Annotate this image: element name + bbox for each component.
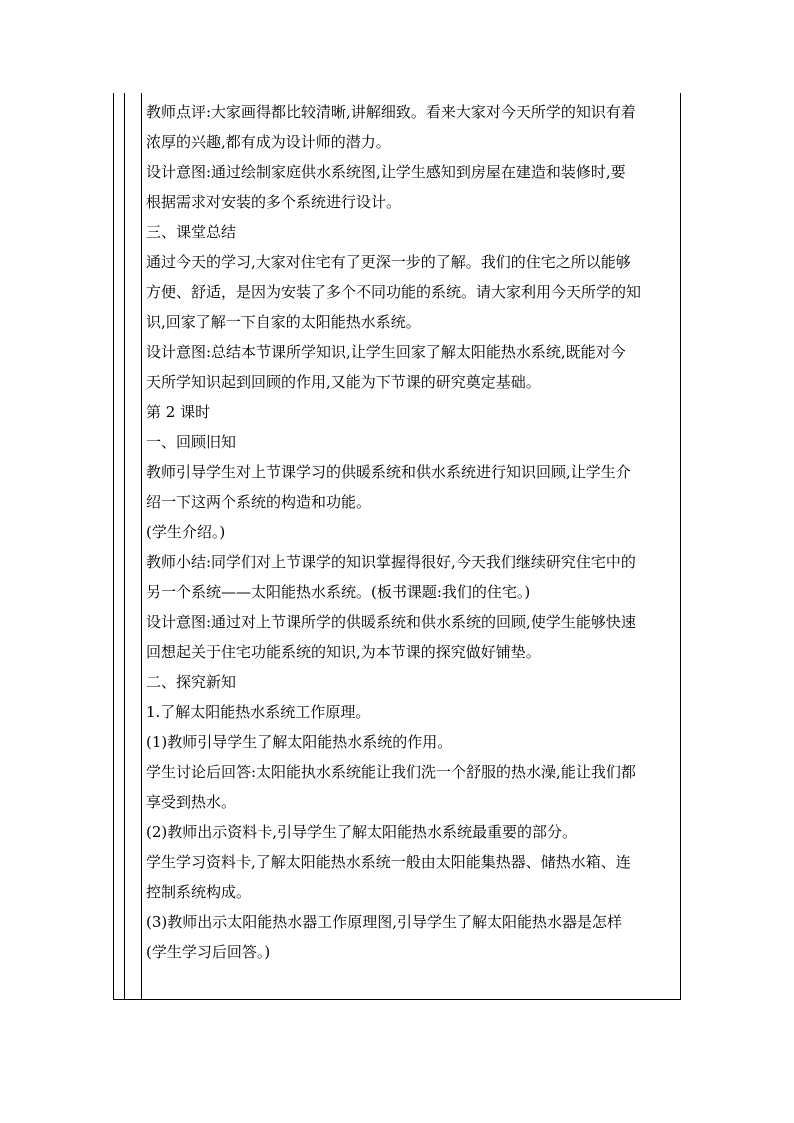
paragraph [146, 817, 678, 847]
text-line: 通过今天的学习,大家对住宅有了更深一步的了解。我们的住宅之所以能够 [146, 253, 631, 271]
text-line: (1)教师引导学生了解太阳能热水系统的作用。 [146, 733, 453, 751]
text-line: 天所学知识起到回顾的作用,又能为下节课的研究奠定基础。 [146, 373, 541, 391]
text-line: 一、回顾旧知 [146, 433, 237, 451]
paragraph [146, 607, 678, 667]
paragraph [146, 97, 678, 157]
table-column-divider-1 [124, 93, 125, 999]
text-line: 教师小结:同学们对上节课学的知识掌握得很好,今天我们继续研究住宅中的 [146, 553, 636, 571]
text-line: 回想起关于住宅功能系统的知识,为本节课的探究做好铺垫。 [146, 643, 541, 661]
paragraph [146, 727, 678, 757]
paragraph [146, 757, 678, 817]
table-column-divider-2 [141, 93, 142, 999]
paragraph [146, 847, 678, 907]
paragraph [146, 517, 678, 547]
text-line: 三、课堂总结 [146, 223, 237, 241]
text-line: (学生学习后回答。) [146, 943, 271, 961]
paragraph [146, 667, 678, 697]
text-line: 享受到热水。 [146, 793, 237, 811]
text-line: 控制系统构成。 [146, 883, 252, 901]
paragraph [146, 907, 678, 967]
paragraph [146, 157, 678, 217]
lesson-content-cell [146, 97, 678, 967]
text-line: 1.了解太阳能热水系统工作原理。 [146, 703, 371, 721]
text-line: 学生学习资料卡,了解太阳能热水系统一般由太阳能集热器、储热水箱、连 [146, 853, 631, 871]
paragraph [146, 427, 678, 457]
text-line: (3)教师出示太阳能热水器工作原理图,引导学生了解太阳能热水器是怎样 [146, 913, 623, 931]
paragraph [146, 697, 678, 727]
paragraph [146, 247, 678, 337]
text-line: 方便、舒适，是因为安装了多个不同功能的系统。请大家利用今天所学的知 [146, 283, 642, 301]
text-line: 教师点评:大家画得都比较清晰,讲解细致。看来大家对今天所学的知识有着 [146, 103, 636, 121]
text-line: 二、探究新知 [146, 673, 237, 691]
text-line: 学生讨论后回答:太阳能执水系统能让我们洗一个舒服的热水澡,能让我们都 [146, 763, 636, 781]
text-line: 教师引导学生对上节课学习的供暖系统和供水系统进行知识回顾,让学生介 [146, 463, 631, 481]
paragraph [146, 397, 678, 427]
text-line: 识,回家了解一下自家的太阳能热水系统。 [146, 313, 421, 331]
text-line: 浓厚的兴趣,都有成为设计师的潜力。 [146, 133, 391, 151]
lesson-table [113, 93, 681, 1000]
paragraph [146, 457, 678, 517]
text-line: 另一个系统——太阳能热水系统。(板书课题:我们的住宅。) [146, 583, 531, 601]
text-line: 设计意图:通过对上节课所学的供暖系统和供水系统的回顾,使学生能够快速 [146, 613, 636, 631]
paragraph [146, 547, 678, 607]
text-line: (学生介绍。) [146, 523, 226, 541]
text-line: 绍一下这两个系统的构造和功能。 [146, 493, 372, 511]
text-line: 根据需求对安装的多个系统进行设计。 [146, 193, 402, 211]
text-line: (2)教师出示资料卡,引导学生了解太阳能热水系统最重要的部分。 [146, 823, 578, 841]
text-line: 设计意图:通过绘制家庭供水系统图,让学生感知到房屋在建造和装修时,要 [146, 163, 626, 181]
paragraph [146, 217, 678, 247]
paragraph [146, 337, 678, 397]
text-line: 第 2 课时 [146, 403, 211, 421]
text-line: 设计意图:总结本节课所学知识,让学生回家了解太阳能热水系统,既能对今 [146, 343, 626, 361]
